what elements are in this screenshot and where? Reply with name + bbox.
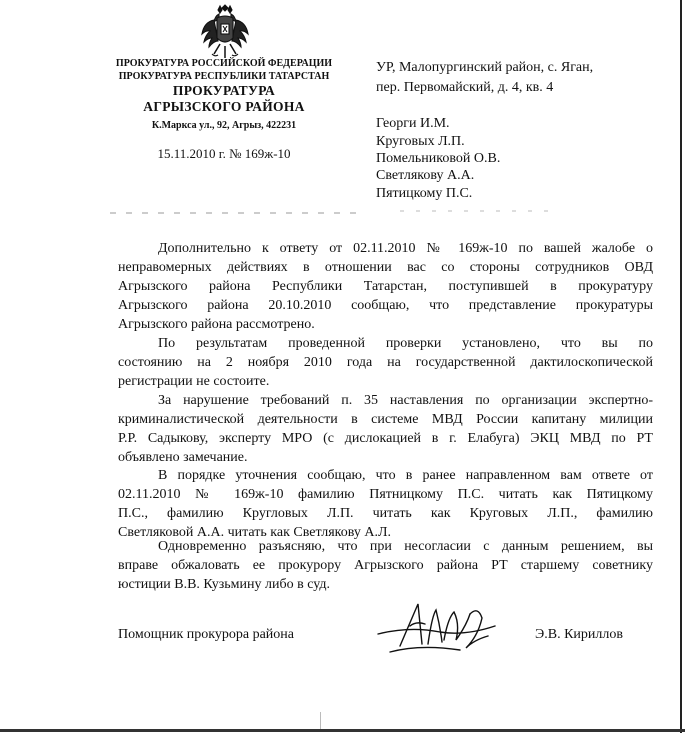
paragraph-5-line: юстиции В.В. Кузьмину либо в суд. (118, 577, 330, 592)
signatory-name: Э.В. Кириллов (535, 627, 623, 642)
paragraph-4-line: В порядке уточнения сообщаю, что в ранее направленном вам ответе от (158, 468, 653, 483)
header-line-2: ПРОКУРАТУРА РЕСПУБЛИКИ ТАТАРСТАН (118, 71, 330, 82)
paragraph-2-line: По результатам проведенной проверки установлено, что вы по (158, 336, 653, 351)
scan-border-bottom (0, 729, 685, 732)
signatory-title: Помощник прокурора района (118, 627, 294, 642)
destination-line-2: пер. Первомайский, д. 4, кв. 4 (376, 80, 554, 95)
date-number: 15.11.2010 г. № 169ж-10 (157, 146, 291, 161)
paragraph-3-line: За нарушение требований п. 35 наставления по организации экспертно- (158, 393, 653, 408)
scan-artifact-line-2 (400, 210, 550, 212)
paragraph-1-line: Агрызского района рассмотрено. (118, 317, 315, 332)
paragraph-1 (118, 239, 653, 334)
handwritten-signature (370, 596, 500, 656)
scan-artifact-line (110, 212, 360, 214)
paragraph-1-line: Дополнительно к ответу от 02.11.2010 № 169ж-10 по вашей жалобе о (158, 241, 653, 256)
header-address: К.Маркса ул., 92, Агрыз, 422231 (151, 120, 297, 131)
paragraph-1-line: Агрызского района 20.10.2010 сообщаю, что представление прокуратуры (118, 298, 653, 313)
paragraph-5-line: вправе обжаловать ее прокурору Агрызского района РТ старшему советнику (118, 558, 653, 573)
header-line-1: ПРОКУРАТУРА РОССИЙСКОЙ ФЕДЕРАЦИИ (115, 58, 333, 69)
recipient-2: Круговых Л.П. (376, 134, 465, 149)
paragraph-5 (118, 537, 653, 594)
paragraph-3 (118, 391, 653, 467)
paragraph-2-line: регистрации не состоите. (118, 374, 270, 389)
paragraph-4 (118, 466, 653, 542)
paragraph-4-line: Светляковой А.А. читать как Светлякову А.Л. (118, 525, 391, 540)
scan-artifact-tick (320, 712, 321, 730)
recipient-4: Светлякову А.А. (376, 168, 475, 183)
paragraph-4-line: 02.11.2010 № 169ж-10 фамилию Пятницкому П.С. читать как Пятицкому (118, 487, 653, 502)
recipient-1: Георги И.М. (376, 116, 450, 131)
recipient-5: Пятицкому П.С. (376, 186, 473, 201)
coat-of-arms-emblem (200, 4, 250, 62)
scan-border-right (680, 0, 682, 733)
paragraph-5-line: Одновременно разъясняю, что при несогласии с данным решением, вы (158, 539, 653, 554)
paragraph-2 (118, 334, 653, 391)
paragraph-1-line: Агрызского района Республики Татарстан, поступившей в прокуратуру (118, 279, 653, 294)
recipient-3: Помельниковой О.В. (376, 151, 501, 166)
destination-line-1: УР, Малопургинский район, с. Яган, (376, 60, 594, 75)
paragraph-3-line: Р.Р. Садыкову, эксперту МРО (с дислокацией в г. Елабуга) ЭКЦ МВД по РТ (118, 431, 653, 446)
paragraph-2-line: состоянию на 2 ноября 2010 года на государственной дактилоскопической (118, 355, 653, 370)
header-line-4: АГРЫЗСКОГО РАЙОНА (143, 99, 305, 114)
paragraph-3-line: криминалистической деятельности в системе МВД России капитану милиции (118, 412, 653, 427)
paragraph-4-line: П.С., фамилию Кругловых Л.П. читать как Круговых Л.П., фамилию (118, 506, 653, 521)
paragraph-1-line: неправомерных действиях в отношении вас со стороны сотрудников ОВД (118, 260, 653, 275)
paragraph-3-line: объявлено замечание. (118, 450, 248, 465)
header-line-3: ПРОКУРАТУРА (172, 83, 276, 98)
